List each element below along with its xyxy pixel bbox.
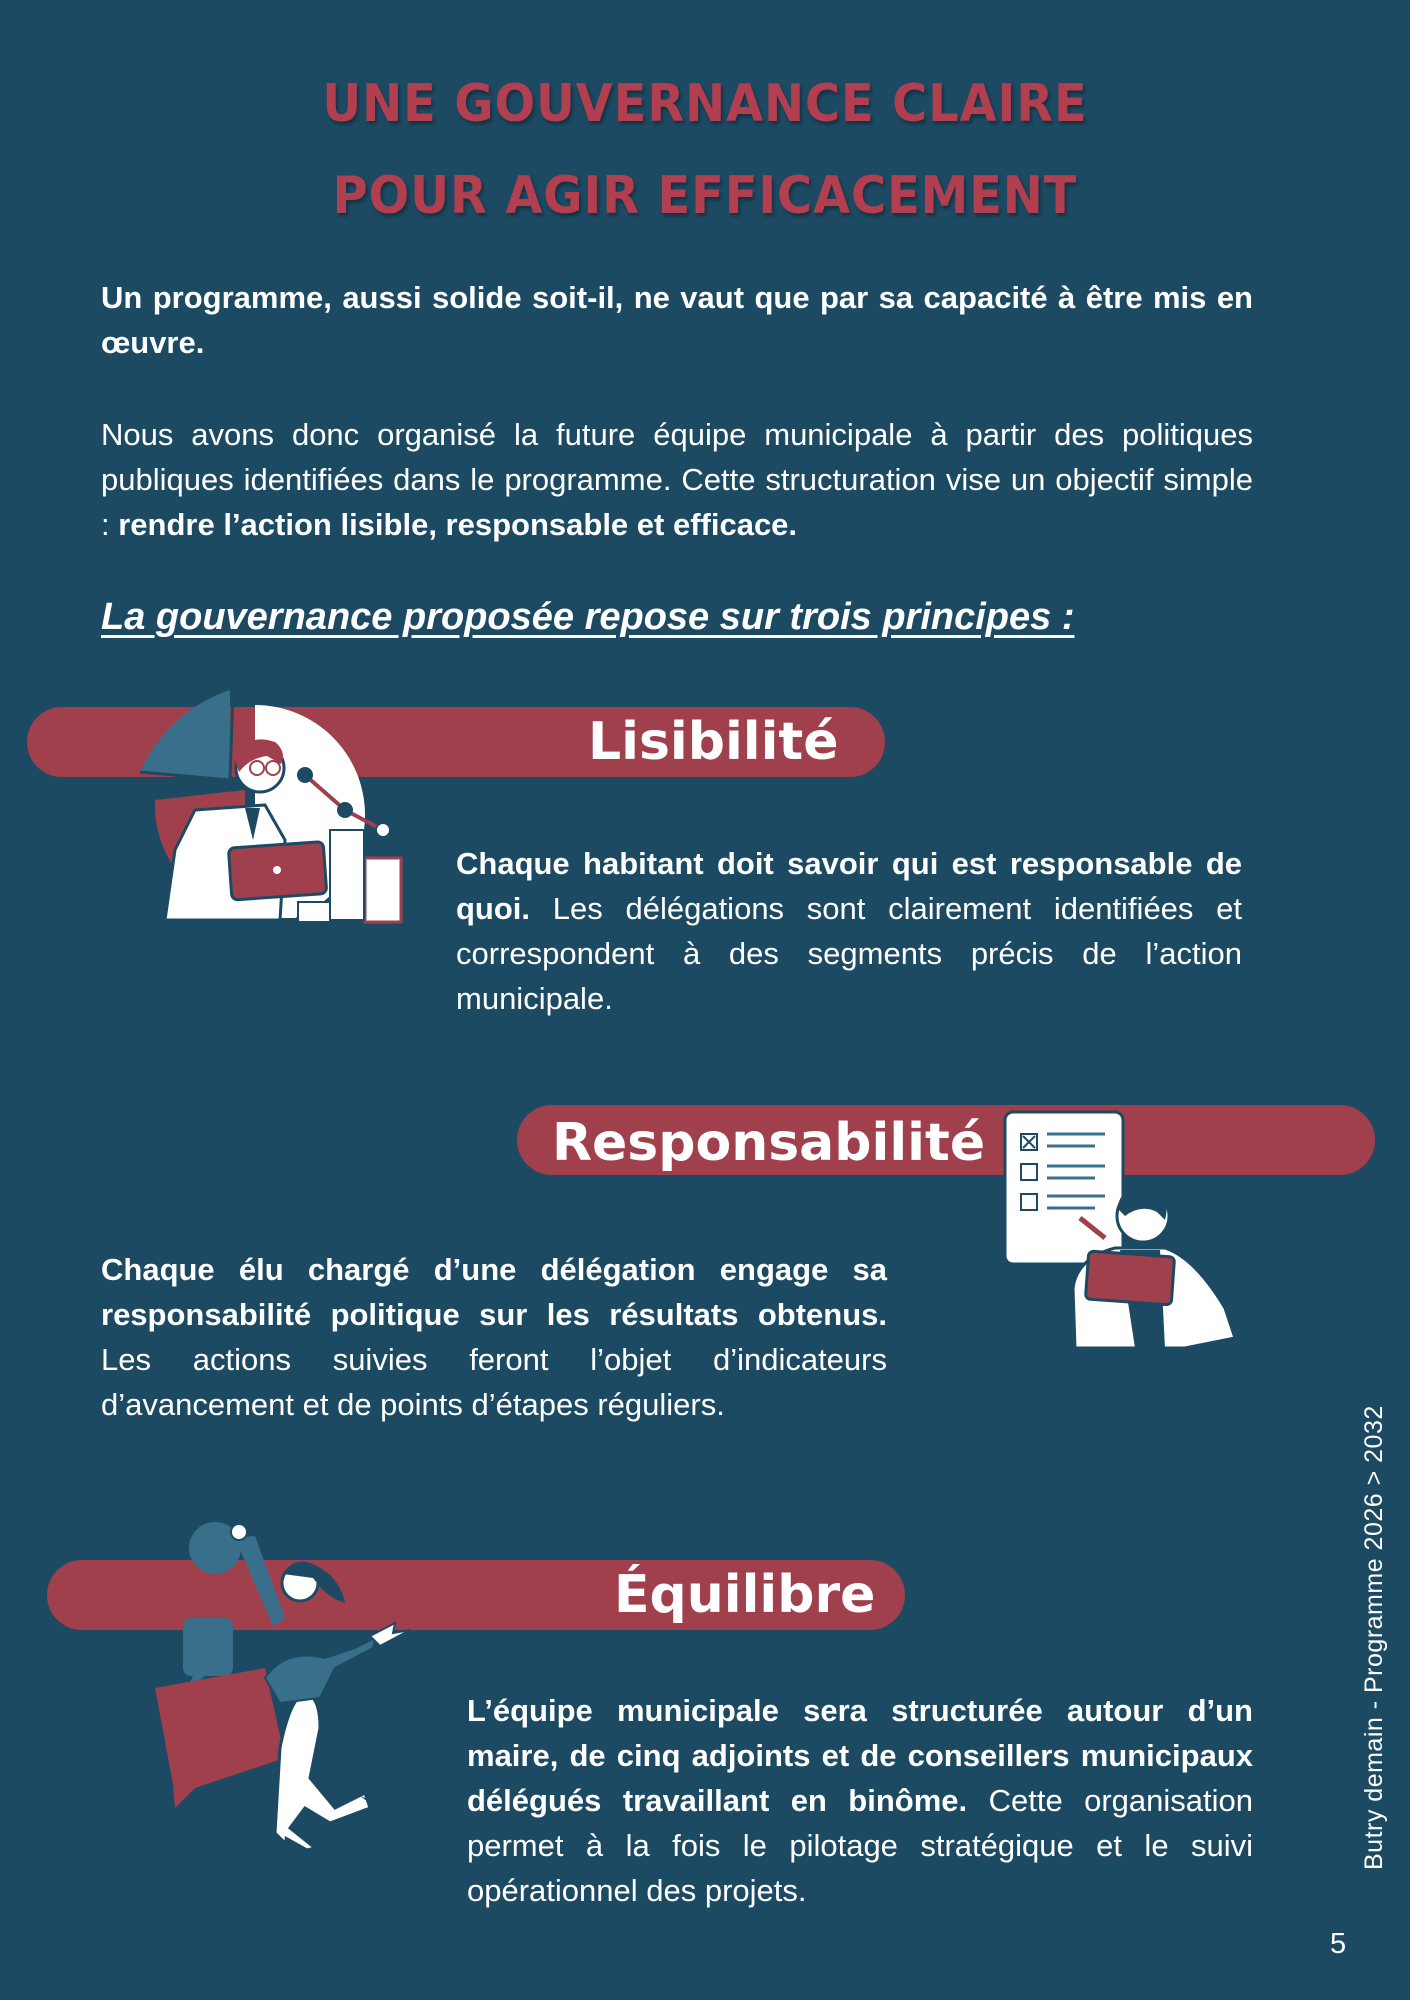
principle-bold-responsabilite: Chaque élu chargé d’une délégation engage sa responsabilité politique sur les résultats obtenus. — [101, 1252, 887, 1332]
intro-body-bold: rendre l’action lisible, responsable et efficace. — [118, 507, 798, 542]
title-line-2: POUR AGIR EFFICACEMENT — [332, 166, 1078, 226]
principle-text-lisibilite — [456, 841, 1242, 1021]
principle-title-equilibre: Équilibre — [614, 1565, 876, 1625]
principle-title-lisibilite: Lisibilité — [588, 712, 839, 772]
intro-body-plain: Nous avons donc organisé la future équipe municipale à partir des politiques publiques identifiées dans le programme. Cette structuration vise un objectif simple : — [101, 417, 1253, 542]
title-line-1: UNE GOUVERNANCE CLAIRE — [322, 74, 1088, 134]
principle-title-responsabilite: Responsabilité — [552, 1113, 986, 1173]
page-number: 5 — [1330, 1928, 1347, 1960]
man-with-chart-illustration — [135, 680, 405, 930]
principle-body-lisibilite: Les délégations sont clairement identifiées et correspondent à des segments précis de l’action municipale. — [456, 891, 1242, 1016]
sidebar-program-label: Butry demain - Programme 2026 > 2032 — [1360, 1405, 1388, 1870]
man-with-checklist-illustration — [995, 1108, 1255, 1353]
principles-heading: La gouvernance proposée repose sur trois principes : — [101, 596, 1075, 638]
page-title — [56, 58, 1353, 242]
intro-body — [101, 412, 1253, 547]
intro-lead: Un programme, aussi solide soit-il, ne vaut que par sa capacité à être mis en œuvre. — [101, 280, 1253, 360]
principle-text-responsabilite — [101, 1247, 887, 1427]
principle-body-responsabilite: Les actions suivies feront l’objet d’indicateurs d’avancement et de points d’étapes réguliers. — [101, 1342, 887, 1422]
principle-bold-lisibilite: Chaque habitant doit savoir qui est responsable de quoi. — [456, 846, 1242, 926]
principle-body-equilibre: Cette organisation permet à la fois le pilotage stratégique et le suivi opérationnel des projets. — [467, 1783, 1254, 1908]
principle-bold-equilibre: L’équipe municipale sera structurée autour d’un maire, de cinq adjoints et de conseillers municipaux délégués travaillant en binôme. — [467, 1693, 1253, 1818]
principle-text-equilibre — [467, 1688, 1253, 1913]
woman-with-speech-bubbles-illustration — [135, 1518, 445, 1853]
